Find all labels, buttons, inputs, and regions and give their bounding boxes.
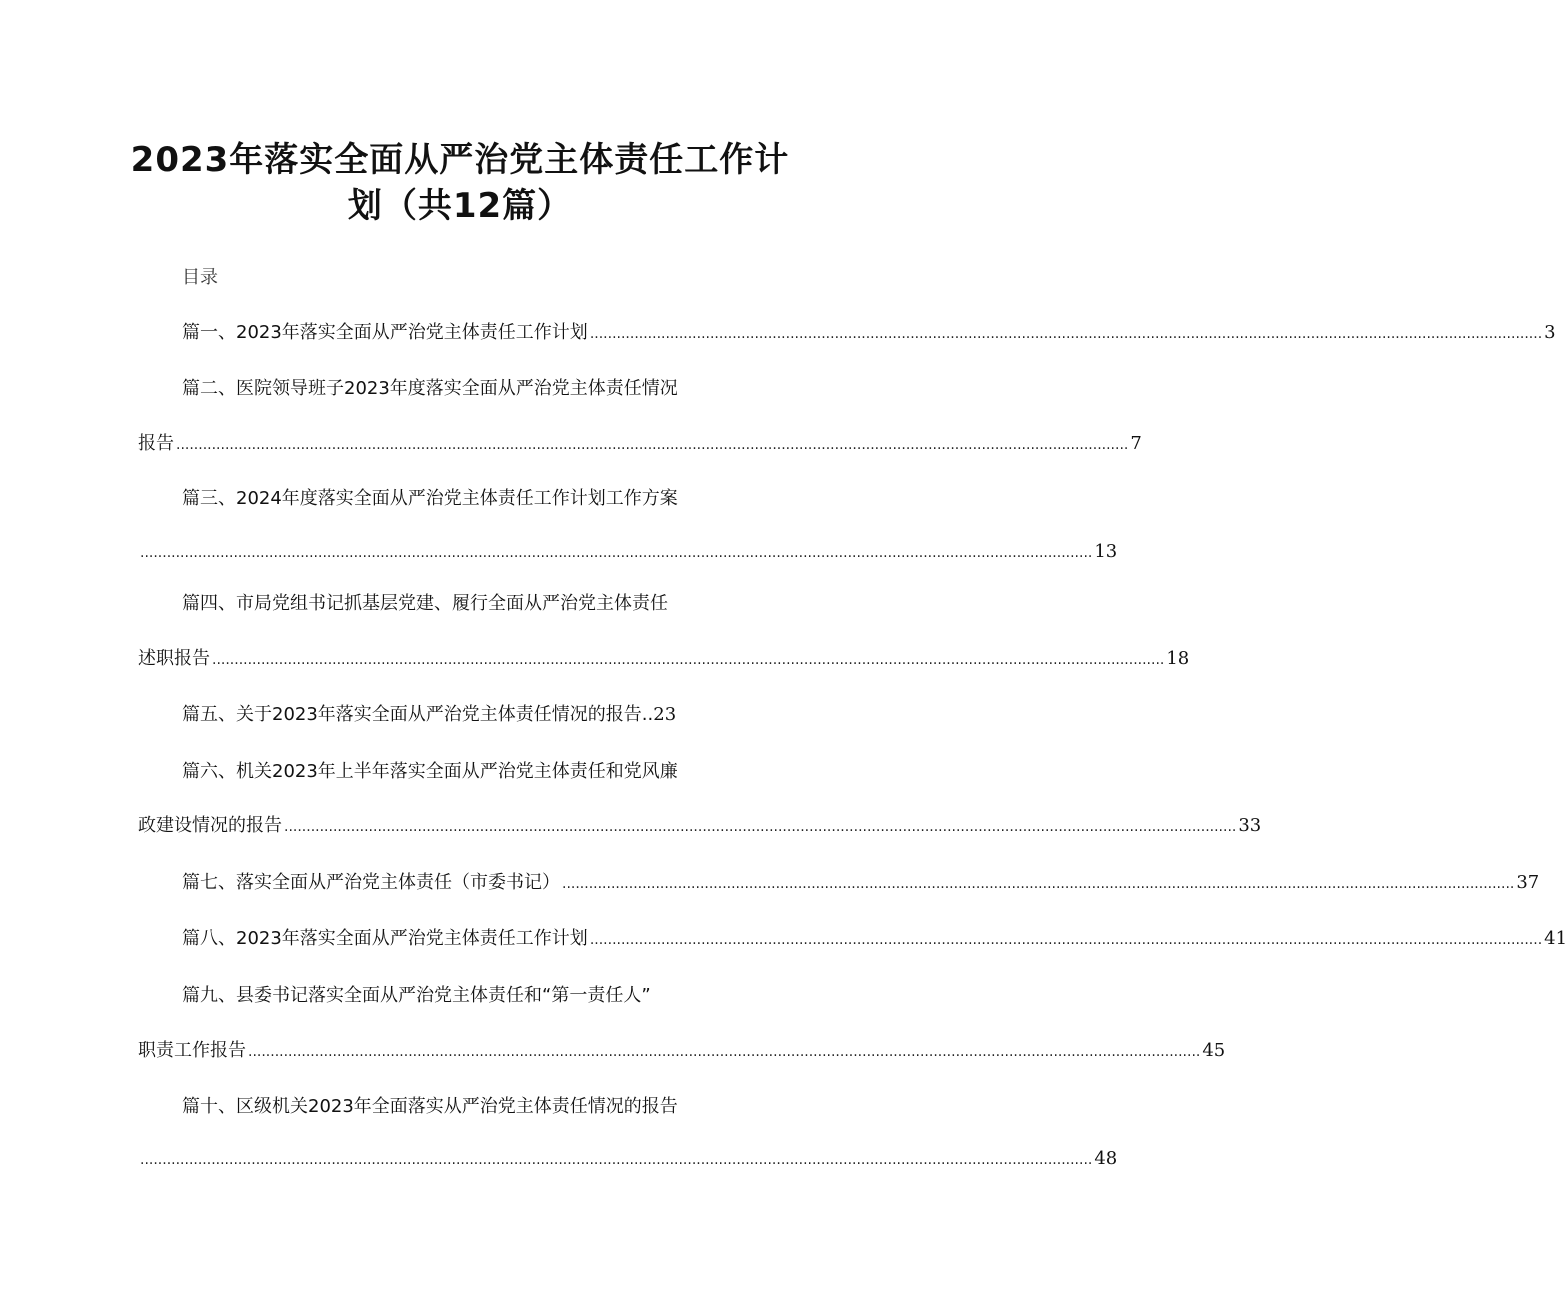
dot-leader: ...................................................................................................................................................................................................................... (589, 326, 1543, 342)
toc-page-number: 18 (1166, 648, 1190, 669)
toc-entry-title: 篇九、县委书记落实全面从严治党主体责任和“第一责任人” (182, 985, 651, 1006)
toc-entry-10[interactable] (182, 1093, 678, 1121)
toc-entry-title: 篇四、市局党组书记抓基层党建、履行全面从严治党主体责任 (182, 593, 668, 614)
toc-page-number: 13 (1094, 541, 1118, 562)
toc-page-number: 33 (1238, 815, 1262, 836)
toc-page-number: 41 (1544, 928, 1567, 949)
toc-entry-5[interactable] (182, 701, 676, 729)
toc-page-number: 48 (1094, 1148, 1118, 1169)
page-title-line-1: 2023年落实全面从严治党主体责任工作计 (130, 140, 790, 180)
toc-page-number: 23 (653, 704, 677, 725)
toc-entry-4-continuation[interactable] (138, 645, 1190, 674)
toc-entry-title: 篇二、医院领导班子2023年度落实全面从严治党主体责任情况 (182, 378, 678, 399)
toc-label: 目录 (182, 267, 218, 288)
toc-entry-9-continuation[interactable] (138, 1037, 1226, 1066)
dot-leader: ...................................................................................................................................................................................................................... (176, 437, 1129, 453)
dot-leader: ...................................................................................................................................................................................................................... (562, 876, 1515, 892)
toc-entry-title: 篇十、区级机关2023年全面落实从严治党主体责任情况的报告 (182, 1096, 678, 1117)
toc-entry-9[interactable] (182, 982, 651, 1010)
toc-page-number: 37 (1516, 872, 1540, 893)
page-title-line-2: 划（共12篇） (347, 186, 573, 226)
dot-leader: ...................................................................................................................................................................................................................... (589, 932, 1543, 948)
toc-entry-8[interactable] (182, 925, 1567, 954)
toc-entry-title-continuation: 职责工作报告 (138, 1040, 246, 1061)
toc-entry-title: 篇三、2024年度落实全面从严治党主体责任工作计划工作方案 (182, 488, 678, 509)
toc-entry-title-continuation: 报告 (138, 433, 174, 454)
toc-page-number: 7 (1130, 433, 1142, 454)
toc-entry-2[interactable] (182, 375, 678, 403)
toc-entry-10-continuation[interactable] (138, 1145, 1118, 1174)
toc-entry-3-continuation[interactable] (138, 538, 1118, 567)
toc-entry-7[interactable] (182, 869, 1540, 898)
dot-leader: ...................................................................................................................................................................................................................... (212, 652, 1165, 668)
toc-entry-2-continuation[interactable] (138, 430, 1142, 459)
toc-page-number: 3 (1544, 322, 1556, 343)
toc-entry-title-continuation: 述职报告 (138, 648, 210, 669)
toc-entry-title: 篇七、落实全面从严治党主体责任（市委书记） (182, 872, 560, 893)
toc-entry-title: 篇一、2023年落实全面从严治党主体责任工作计划 (182, 322, 588, 343)
toc-entry-3[interactable] (182, 485, 678, 513)
toc-entry-title-continuation: 政建设情况的报告 (138, 815, 282, 836)
toc-entry-title: 篇六、机关2023年上半年落实全面从严治党主体责任和党风廉 (182, 761, 678, 782)
toc-page-number: 45 (1202, 1040, 1226, 1061)
dot-leader: ...................................................................................................................................................................................................................... (140, 1152, 1093, 1168)
toc-entry-6-continuation[interactable] (138, 812, 1262, 841)
dot-leader: ...................................................................................................................................................................................................................... (284, 819, 1237, 835)
toc-entry-title: 篇五、关于2023年落实全面从严治党主体责任情况的报告.. (182, 704, 654, 725)
toc-entry-title: 篇八、2023年落实全面从严治党主体责任工作计划 (182, 928, 588, 949)
toc-entry-1[interactable] (182, 319, 1556, 348)
toc-entry-4[interactable] (182, 590, 668, 618)
dot-leader: ...................................................................................................................................................................................................................... (140, 545, 1093, 561)
toc-entry-6[interactable] (182, 758, 678, 786)
dot-leader: ...................................................................................................................................................................................................................... (248, 1044, 1201, 1060)
